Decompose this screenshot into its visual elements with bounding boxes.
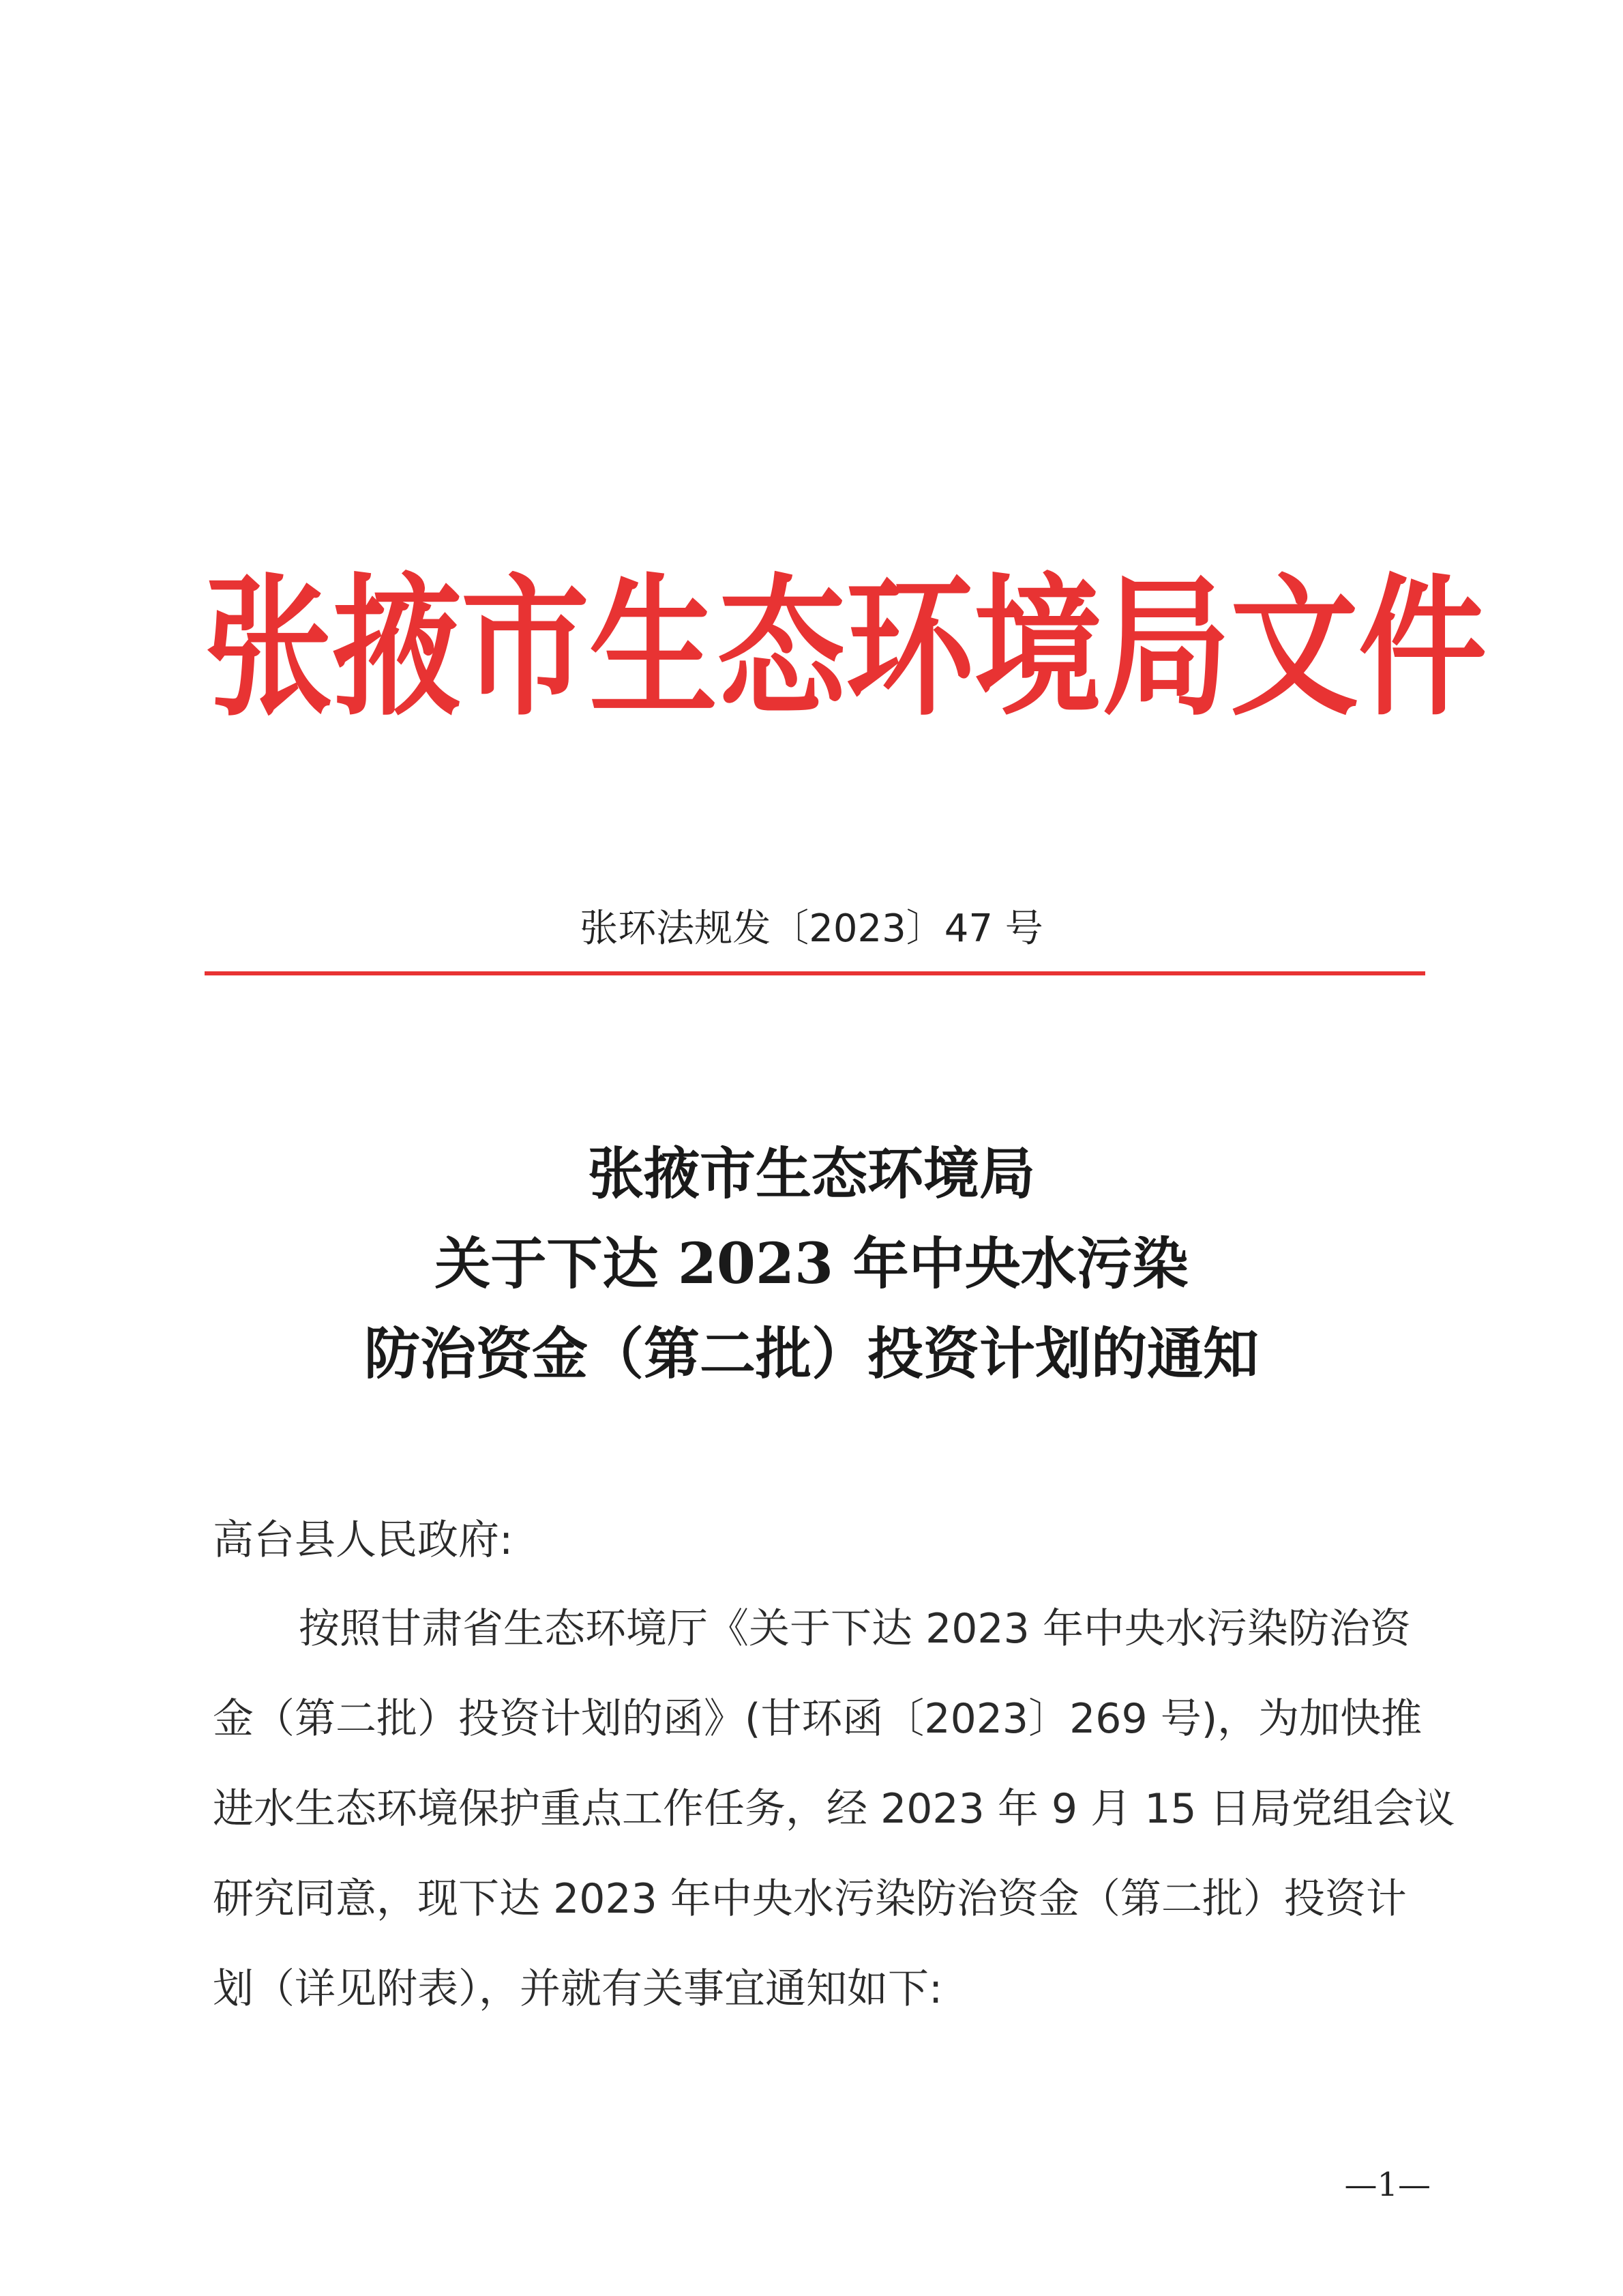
document-title: [0, 1129, 1623, 1399]
paragraph-line: 按照甘肃省生态环境厅《关于下达 2023 年中央水污染防治资: [299, 1605, 1411, 1653]
title-line: 关于下达 2023 年中央水污染: [434, 1231, 1189, 1297]
page-number: —1—: [1344, 2166, 1431, 2204]
paragraph-line: 进水生态环境保护重点工作任务，经 2023 年 9 月 15 日局党组会议: [213, 1785, 1455, 1833]
body-paragraph: [213, 1584, 1455, 2034]
issuer-header: 张掖市生态环境局文件: [205, 559, 1487, 737]
paragraph-line: 划（详见附表），并就有关事宜通知如下:: [213, 1965, 943, 2013]
title-line: 防治资金（第二批）投资计划的通知: [363, 1321, 1259, 1387]
document-number: 张环法规发〔2023〕47 号: [580, 907, 1043, 951]
red-divider-line: [205, 971, 1425, 975]
title-line: 张掖市生态环境局: [587, 1141, 1035, 1207]
salutation: 高台县人民政府:: [213, 1516, 513, 1564]
paragraph-line: 研究同意，现下达 2023 年中央水污染防治资金（第二批）投资计: [213, 1875, 1407, 1923]
paragraph-line: 金（第二批）投资计划的函》(甘环函〔2023〕269 号)，为加快推: [213, 1695, 1423, 1743]
